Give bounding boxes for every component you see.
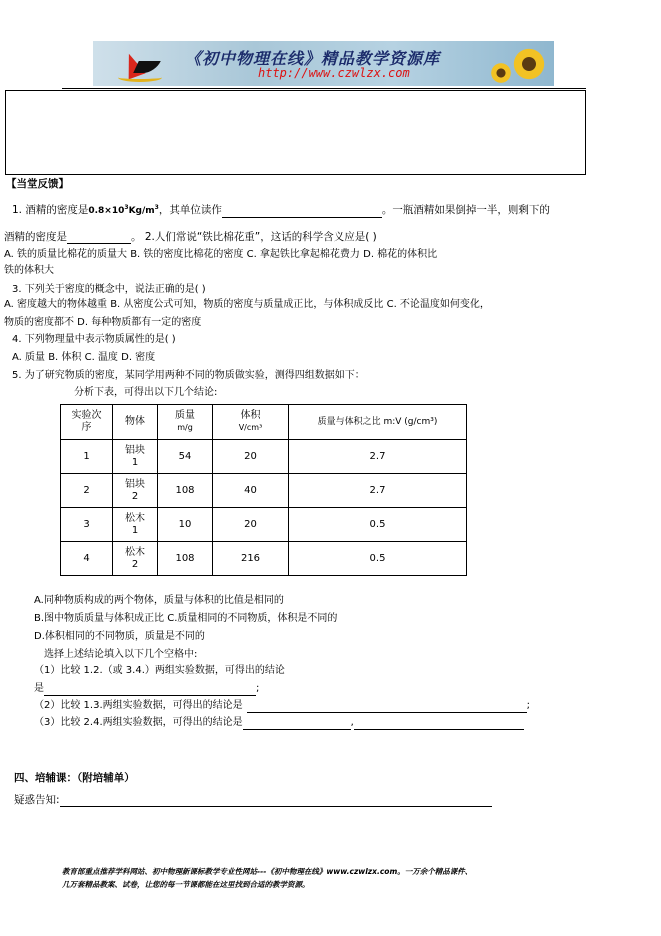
alcohol-density-value [88, 206, 158, 216]
header-volume: 体积 V/cm³ [213, 405, 289, 440]
question-2-options: A. 铁的质量比棉花的质量大 B. 铁的密度比棉花的密度 C. 拿起铁比拿起棉花费力 D. 棉花的体积比 [4, 249, 438, 260]
density-unit: Kg/m [128, 206, 155, 216]
remaining-density-blank[interactable] [67, 232, 131, 244]
fill-question-3 [34, 716, 524, 730]
footer-line-2: 几万套精品教案、试卷，让您的每一节课都能在这里找到合适的教学资源。 [62, 880, 310, 889]
fill-question-1: （1）比较 1.2.（或 3.4.）两组实验数据，可得出的结论 [34, 665, 285, 676]
cell-ratio: 0.5 [289, 508, 467, 542]
question-5-stem: 5. 为了研究物质的密度，某同学用两种不同的物质做实验，测得四组数据如下： [12, 370, 365, 381]
cell-ratio: 0.5 [289, 542, 467, 576]
cell-volume: 216 [213, 542, 289, 576]
logo-swoosh-icon [118, 73, 162, 82]
question-1-line-1 [12, 201, 550, 218]
fill-answer-1-blank[interactable] [44, 684, 256, 696]
remaining-density-label: 酒精的密度是 [4, 231, 67, 243]
question-3-options: A. 密度越大的物体越重 B. 从密度公式可知，物质的密度与质量成正比，与体积成反比 C. 不论温度如何变化， [4, 299, 490, 310]
cell-mass: 54 [158, 440, 213, 474]
table-row [61, 542, 467, 576]
experiment-data-table [60, 404, 467, 576]
fill-question-1-is: 是 [34, 683, 44, 694]
sunflower-small-icon [490, 62, 512, 84]
cell-order: 3 [61, 508, 113, 542]
question-4-options: A. 质量 B. 体积 C. 温度 D. 密度 [12, 352, 156, 363]
fill-question-1-line-2 [34, 682, 259, 696]
doubts-input-blank[interactable] [60, 795, 492, 807]
header-object: 物体 [113, 405, 158, 440]
cell-volume: 20 [213, 440, 289, 474]
question-4-stem: 4. 下列物理量中表示物质属性的是( ) [12, 334, 176, 345]
fill-question-1-end: ; [256, 683, 260, 694]
section-heading: 【当堂反馈】 [6, 178, 69, 190]
banner-url[interactable]: http://www.czwlzx.com [258, 66, 410, 80]
sunflower-icon [512, 47, 546, 81]
cell-object: 松木 1 [113, 508, 158, 542]
fill-answer-3a-blank[interactable] [243, 718, 351, 730]
cell-object: 松木 2 [113, 542, 158, 576]
doubts-label: 疑惑告知: [14, 794, 60, 806]
doubts-line [14, 793, 492, 807]
cell-ratio: 2.7 [289, 474, 467, 508]
table-row [61, 474, 467, 508]
fill-answer-2-blank[interactable] [247, 701, 527, 713]
question-1-prefix: 1. 酒精的密度是 [12, 204, 89, 216]
cell-order: 4 [61, 542, 113, 576]
table-header-row [61, 405, 467, 440]
unit-reading-blank[interactable] [222, 206, 382, 218]
empty-content-box [5, 90, 586, 175]
conclusion-d: D.体积相同的不同物质，质量是不同的 [34, 631, 205, 642]
density-number: 0.8×10 [88, 206, 125, 216]
cell-volume: 20 [213, 508, 289, 542]
header-ratio: 质量与体积之比 m:V (g/cm³) [289, 405, 467, 440]
conclusion-b-c: B.图中物质质量与体积成正比 C.质量相同的不同物质，体积是不同的 [34, 613, 338, 624]
cell-mass: 108 [158, 474, 213, 508]
density-unit-exponent: 3 [154, 204, 159, 211]
header-mass: 质量 m/g [158, 405, 213, 440]
table-row [61, 508, 467, 542]
cell-object: 铝块 2 [113, 474, 158, 508]
banner-title: 《初中物理在线》精品教学资源库 [185, 49, 441, 68]
table-intro: 分析下表，可得出以下几个结论: [74, 387, 218, 398]
header-order: 实验次 序 [61, 405, 113, 440]
footer-line-1: 教育部重点推荐学科网站、初中物理新课标教学专业性网站---《初中物理在线》www.czwlzx.com。一万余个精品课件、 [62, 867, 473, 876]
section-4-heading: 四、培辅课：（附培辅单） [14, 772, 135, 784]
fill-question-2-text: （2）比较 1.3.两组实验数据，可得出的结论是 [34, 700, 243, 711]
fill-answer-3b-blank[interactable] [354, 718, 524, 730]
cell-mass: 108 [158, 542, 213, 576]
question-2-stem: 。 2.人们常说“铁比棉花重”，这话的科学含义应是( ) [131, 231, 377, 243]
cell-ratio: 2.7 [289, 440, 467, 474]
fill-question-2 [34, 699, 530, 713]
question-1-line-2 [4, 230, 377, 244]
fill-question-3-comma: , [350, 717, 354, 728]
cell-object: 铝块 1 [113, 440, 158, 474]
question-3-options-cont: 物质的密度都不 D. 每种物质都有一定的密度 [4, 317, 202, 328]
fill-question-2-end: ; [526, 700, 530, 711]
fill-instruction: 选择上述结论填入以下几个空格中: [44, 649, 198, 660]
density-exponent: 3 [124, 204, 129, 211]
question-3-stem: 3. 下列关于密度的概念中，说法正确的是( ) [12, 284, 206, 295]
header-rule [62, 88, 586, 89]
cell-mass: 10 [158, 508, 213, 542]
cell-order: 1 [61, 440, 113, 474]
table-row [61, 440, 467, 474]
question-1-middle: ，其单位读作 [158, 204, 222, 216]
question-1-suffix: 。一瓶酒精如果倒掉一半，则剩下的 [381, 204, 550, 216]
question-2-options-cont: 铁的体积大 [4, 265, 54, 276]
cell-volume: 40 [213, 474, 289, 508]
conclusion-a: A.同种物质构成的两个物体，质量与体积的比值是相同的 [34, 595, 284, 606]
fill-question-3-text: （3）比较 2.4.两组实验数据，可得出的结论是 [34, 717, 243, 728]
cell-order: 2 [61, 474, 113, 508]
